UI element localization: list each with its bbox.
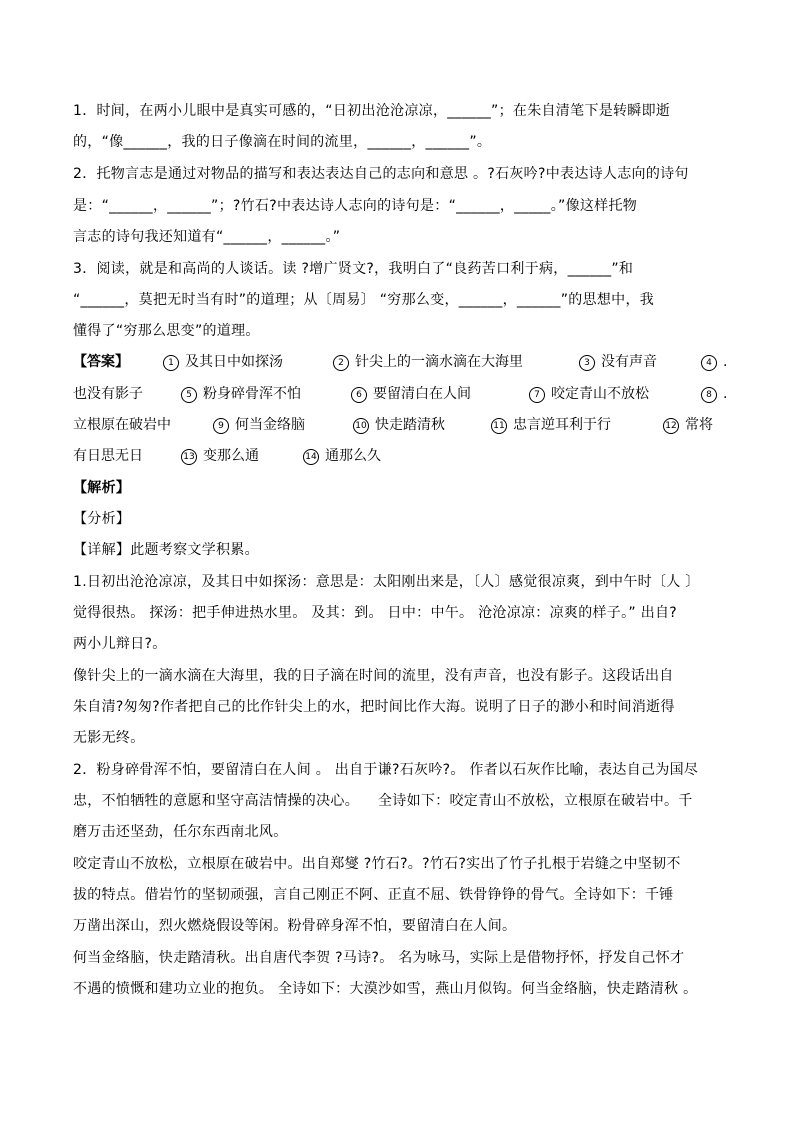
- circled-number: 11: [491, 418, 507, 434]
- answer-item: [701, 352, 727, 372]
- circled-number: 14: [303, 449, 319, 465]
- answer-text: 也没有影子: [73, 386, 143, 402]
- answer-text: .: [723, 386, 728, 402]
- circled-number: 13: [181, 449, 197, 465]
- answer-text: 有日思无日: [73, 448, 143, 464]
- answer-text: 立根原在破岩中: [73, 417, 171, 433]
- question-1-line-2: 的，“像______，我的日子像滴在时间的流里，______，______”。: [73, 134, 492, 150]
- question-3-line-1: 3．阅读，就是和高尚的人谈话。读 ?增广贤文?，我明白了“良药苦口利于病，______”和: [73, 261, 634, 277]
- circled-number: 12: [663, 418, 679, 434]
- analysis-p3-line-1: 2．粉身碎骨浑不怕，要留清白在人间 。 出自于谦?石灰吟?。 作者以石灰作比喻，表达自己为国尽: [73, 762, 699, 778]
- answer-item: [663, 415, 713, 435]
- answer-row-3: [73, 415, 723, 435]
- analysis-p5-line-2: 不遇的愤慨和建功立业的抱负。 全诗如下：大漠沙如雪，燕山月似钩。何当金络脑，快走踏清秋 。: [73, 981, 698, 997]
- fenxi-label: 【分析】: [73, 511, 131, 527]
- answer-label: 【答案】: [73, 354, 129, 370]
- question-2-line-1: 2．托物言志是通过对物品的描写和表达表达自己的志向和意思 。?石灰吟?中表达诗人志向的诗句: [73, 166, 689, 182]
- answer-item: [353, 415, 445, 435]
- circled-number: 7: [529, 387, 545, 403]
- answer-item: [701, 384, 727, 404]
- analysis-p1-line-1: 1.日初出沧沧凉凉，及其日中如探汤：意思是：太阳刚出来是，〔人〕感觉很凉爽，到中午时〔人 〕: [73, 574, 700, 590]
- question-1-line-1: 1．时间，在两小儿眼中是真实可感的，“日初出沧沧凉凉，______”；在朱自清笔下是转瞬即逝: [73, 103, 671, 119]
- answer-text: 没有声音: [601, 354, 657, 370]
- analysis-p4-line-1: 咬定青山不放松，立根原在破岩中。出自郑燮 ?竹石?。?竹石?实出了竹子扎根于岩缝之中坚韧不: [73, 856, 681, 872]
- answer-text: 要留清白在人间: [373, 386, 471, 402]
- analysis-label: 【解析】: [73, 480, 131, 496]
- analysis-p4-line-3: 万凿出深山，烈火燃烧假设等闲。粉骨碎身浑不怕，要留清白在人间。: [73, 918, 517, 934]
- analysis-p4-line-2: 拔的特点。借岩竹的坚韧顽强，言自己刚正不阿、正直不屈、铁骨铮铮的骨气。全诗如下：千锤: [73, 887, 674, 903]
- answer-text: 何当金络脑: [235, 417, 305, 433]
- answer-item: [213, 415, 305, 435]
- circled-number: 5: [181, 387, 197, 403]
- question-3-line-3: 懂得了“穷那么思变”的道理。: [73, 323, 260, 339]
- answer-item: [181, 446, 259, 466]
- analysis-p1-line-3: 两小儿辩日?。: [73, 636, 167, 652]
- answer-text: 及其日中如探汤: [185, 354, 283, 370]
- analysis-p3-line-2: 忠，不怕牺牲的意愿和坚守高洁情操的决心。 全诗如下：咬定青山不放松，立根原在破岩中。千: [73, 793, 693, 809]
- answer-row-4: [73, 446, 723, 466]
- answer-text: 咬定青山不放松: [551, 386, 649, 402]
- answer-item: [333, 352, 523, 372]
- answer-text: 粉身碎骨浑不怕: [203, 386, 301, 402]
- circled-number: 3: [579, 355, 595, 371]
- answer-item: [529, 384, 649, 404]
- answer-item: [579, 352, 657, 372]
- analysis-p2-line-1: 像针尖上的一滴水滴在大海里，我的日子滴在时间的流里，没有声音，也没有影子。这段话出自: [73, 668, 674, 684]
- analysis-p1-line-2: 觉得很热。 探汤：把手伸进热水里。 及其：到。 日中：中午。 沧沧凉凉：凉爽的样子。” 出自?: [73, 605, 678, 621]
- answer-text: .: [723, 354, 728, 370]
- answer-text: 通那么久: [325, 448, 381, 464]
- answer-text: 变那么通: [203, 448, 259, 464]
- answer-item: [303, 446, 381, 466]
- answer-item: [181, 384, 301, 404]
- answer-item: [491, 415, 611, 435]
- question-2-line-2: 是：“______，______”；?竹石?中表达诗人志向的诗句是：“______，_____。”像这样托物: [73, 198, 638, 214]
- answer-text: 常将: [685, 417, 713, 433]
- circled-number: 4: [701, 355, 717, 371]
- question-2-line-3: 言志的诗句我还知道有“______，______。”: [73, 229, 341, 245]
- answer-item: [351, 384, 471, 404]
- circled-number: 8: [701, 387, 717, 403]
- analysis-p3-line-3: 磨万击还坚劲，任尔东西南北风。: [73, 824, 288, 840]
- circled-number: 1: [163, 355, 179, 371]
- answer-row-1: [73, 352, 728, 372]
- answer-text: 快走踏清秋: [375, 417, 445, 433]
- circled-number: 10: [353, 418, 369, 434]
- answer-row-2: [73, 384, 728, 404]
- analysis-p2-line-2: 朱自清?匆匆?作者把自己的比作针尖上的水，把时间比作大海。说明了日子的渺小和时间消逝得: [73, 699, 675, 715]
- detail-line: 【详解】此题考察文学积累。: [73, 542, 259, 558]
- answer-item: [163, 352, 283, 372]
- answer-text: 忠言逆耳利于行: [513, 417, 611, 433]
- circled-number: 9: [213, 418, 229, 434]
- answer-text: 针尖上的一滴水滴在大海里: [355, 354, 523, 370]
- circled-number: 2: [333, 355, 349, 371]
- question-3-line-2: “______，莫把无时当有时”的道理；从〔周易〕 “穷那么变，______，______”的思想中，我: [73, 292, 655, 308]
- analysis-p2-line-3: 无影无终。: [73, 730, 145, 746]
- analysis-p5-line-1: 何当金络脑，快走踏清秋。出自唐代李贺 ?马诗?。 名为咏马，实际上是借物抒怀，抒发自己怀才: [73, 950, 685, 966]
- circled-number: 6: [351, 387, 367, 403]
